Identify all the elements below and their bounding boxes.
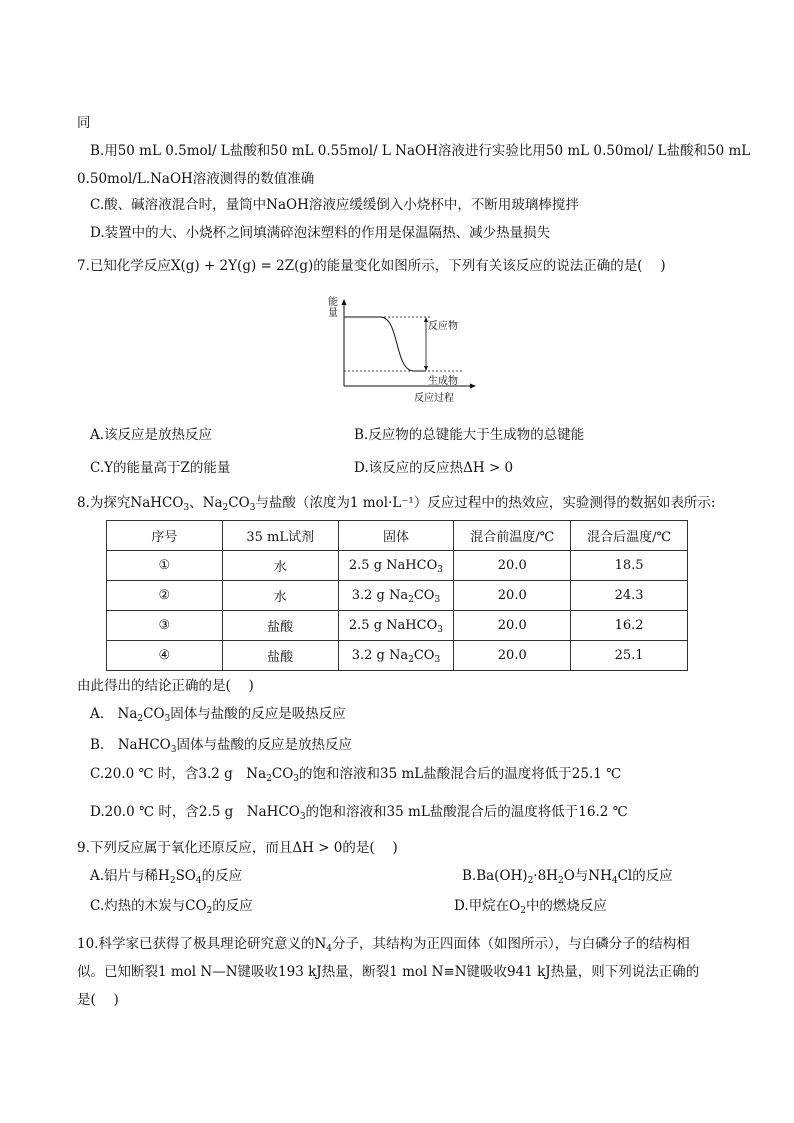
option-text: C.灼热的木炭与CO [90,898,207,914]
question-7-stem: 7.已知化学反应X(g) + 2Y(g) = 2Z(g)的能量变化如图所示，下列有关该反应的说法正确的是( ) [77,258,666,274]
question-10-line-1 [77,935,690,953]
option-c-text: C.酸、碱溶液混合时，量筒中NaOH溶液应缓缓倒入小烧杯中，不断用玻璃棒搅拌 [90,197,579,213]
arrow-head-down [424,366,428,371]
experiment-data-table [106,520,688,671]
q8-stem-part: 、Na [189,495,223,511]
row-number: ① [107,551,223,581]
subscript: 4 [611,876,618,886]
row-temp-before: 20.0 [454,611,571,641]
row-number: ④ [107,641,223,671]
option-text: SO [175,868,196,884]
solid-formula: Na [388,648,409,663]
subscript: 3 [183,503,190,513]
subscript: 3 [437,625,443,635]
table-row [107,551,688,581]
option-b-line-2: 0.50mol/L.NaOH溶液测得的数值准确 [77,171,315,187]
q8-conclusion-prompt: 由此得出的结论正确的是( ) [77,678,254,694]
subscript: 3 [249,503,256,513]
subscript: 2 [222,503,229,513]
option-text: 的饱和溶液和35 mL盐酸混合后的温度将低于25.1 ℃ [299,766,622,782]
solid-formula: CO [413,588,435,603]
solid-formula: NaHCO [386,618,438,633]
table-header-cell: 35 mL试剂 [222,521,338,551]
y-axis-label-bottom: 量 [328,308,338,319]
table-header-cell: 混合后温度/℃ [571,521,688,551]
row-temp-before: 20.0 [454,641,571,671]
q8-stem-part: 与盐酸（浓度为1 mol·L⁻¹）反应过程中的热效应，实验测得的数据如表所示: [255,495,716,511]
subscript: 3 [170,745,177,755]
option-text: 中的燃烧反应 [525,898,607,914]
table-row [107,581,688,611]
row-temp-before: 20.0 [454,581,571,611]
option-text: 的反应 [212,898,253,914]
question-10-line-3: 是( ) [77,992,119,1008]
option-b-line-1: B.用50 mL 0.5mol/ L盐酸和50 mL 0.55mol/ L NaOH溶液进行实验比用50 mL 0.50mol/ L盐酸和50 mL [90,143,751,159]
row-temp-after: 16.2 [571,611,688,641]
option-text: D.20.0 ℃ 时，含2.5 g NaHCO [90,804,300,820]
row-number: ③ [107,611,223,641]
q10-text: 分子，其结构为正四面体（如图所示），与白磷分子的结构相 [332,936,690,952]
table-header-row [107,521,688,551]
subscript: 2 [266,774,272,784]
solid-formula: Na [388,588,409,603]
row-temp-after: 24.3 [571,581,688,611]
q8-option-a [90,705,346,723]
row-solid [338,581,454,611]
option-text: CO [271,766,294,782]
y-axis-label-top: 能 [328,297,338,308]
row-temp-after: 18.5 [571,551,688,581]
text-line-0: 同 [77,115,91,131]
subscript: 4 [195,876,202,886]
energy-diagram [322,293,482,405]
q8-option-b [90,736,352,754]
subscript: 3 [434,655,441,665]
subscript: 3 [164,714,171,724]
solid-formula: CO [413,648,435,663]
option-text: O与NH [563,868,612,884]
option-text: A. Na [90,706,138,722]
q9-option-d [454,897,607,915]
solid-formula: NaHCO [386,558,438,573]
table-header-cell: 序号 [107,521,223,551]
question-9-stem: 9.下列反应属于氧化还原反应，而且ΔH > 0的是( ) [77,840,398,856]
subscript: 2 [137,714,144,724]
table-header-cell: 混合前温度/℃ [454,521,571,551]
option-text: 的反应 [201,868,243,884]
q9-option-c [90,897,253,915]
table-row [107,611,688,641]
option-text: ·8H [533,868,558,884]
q8-option-c [90,765,621,783]
subscript: 2 [520,906,526,916]
option-text: C.20.0 ℃ 时，含3.2 g Na [90,766,267,782]
option-text: 固体与盐酸的反应是吸热反应 [170,706,346,722]
question-8-stem [77,494,715,512]
option-text: 固体与盐酸的反应是放热反应 [176,737,352,753]
option-text: 的饱和溶液和35 mL盐酸混合后的温度将低于16.2 ℃ [305,804,628,820]
reactant-label: 反应物 [428,321,458,332]
option-d-text: D.装置中的大、小烧杯之间填满碎泡沫塑料的作用是保温隔热、减少热量损失 [90,225,551,241]
option-text: Cl的反应 [617,868,673,884]
option-text: D.甲烷在O [454,898,521,914]
q9-option-b [462,867,673,885]
row-solid [338,611,454,641]
q7-option-a: A.该反应是放热反应 [90,427,213,443]
q8-stem-part: 8.为探究NaHCO [77,495,184,511]
q7-option-b: B.反应物的总键能大于生成物的总键能 [354,427,585,443]
option-text: A.铝片与稀H [90,868,170,884]
row-solid [338,551,454,581]
row-reagent: 盐酸 [222,611,338,641]
subscript: 3 [299,812,306,822]
solid-amount: 3.2 g [351,648,385,663]
subscript: 4 [326,944,333,954]
subscript: 2 [527,876,534,886]
q8-option-d [90,803,628,821]
row-reagent: 水 [222,551,338,581]
x-axis-label: 反应过程 [414,393,454,404]
subscript: 3 [437,565,443,575]
q8-stem-part: CO [228,495,250,511]
subscript: 3 [434,595,441,605]
option-text: B.Ba(OH) [462,868,528,884]
row-solid [338,641,454,671]
row-reagent: 盐酸 [222,641,338,671]
question-10-line-2: 似。已知断裂1 mol N—N键吸收193 kJ热量，断裂1 mol N≡N键吸收941 kJ热量，则下列说法正确的 [77,964,700,980]
subscript: 2 [557,876,564,886]
table-header-cell: 固体 [338,521,454,551]
solid-amount: 2.5 g [348,558,383,573]
q9-option-a [90,867,242,885]
y-axis-arrow [342,299,347,305]
row-temp-before: 20.0 [454,551,571,581]
row-reagent: 水 [222,581,338,611]
row-temp-after: 25.1 [571,641,688,671]
solid-amount: 3.2 g [351,588,385,603]
solid-amount: 2.5 g [348,618,383,633]
q10-text: 10.科学家已获得了极具理论研究意义的N [77,936,327,952]
q7-option-c: C.Y的能量高于Z的能量 [90,460,231,476]
row-number: ② [107,581,223,611]
option-text: B. NaHCO [90,737,171,753]
option-text: CO [143,706,165,722]
x-axis-arrow [470,384,476,389]
subscript: 2 [206,906,213,916]
table-row [107,641,688,671]
product-label: 生成物 [428,376,458,387]
energy-curve [344,317,426,371]
q7-option-d: D.该反应的反应热ΔH > 0 [354,460,514,476]
subscript: 3 [293,774,300,784]
subscript: 2 [169,876,176,886]
subscript: 2 [408,655,414,665]
subscript: 2 [408,595,414,605]
